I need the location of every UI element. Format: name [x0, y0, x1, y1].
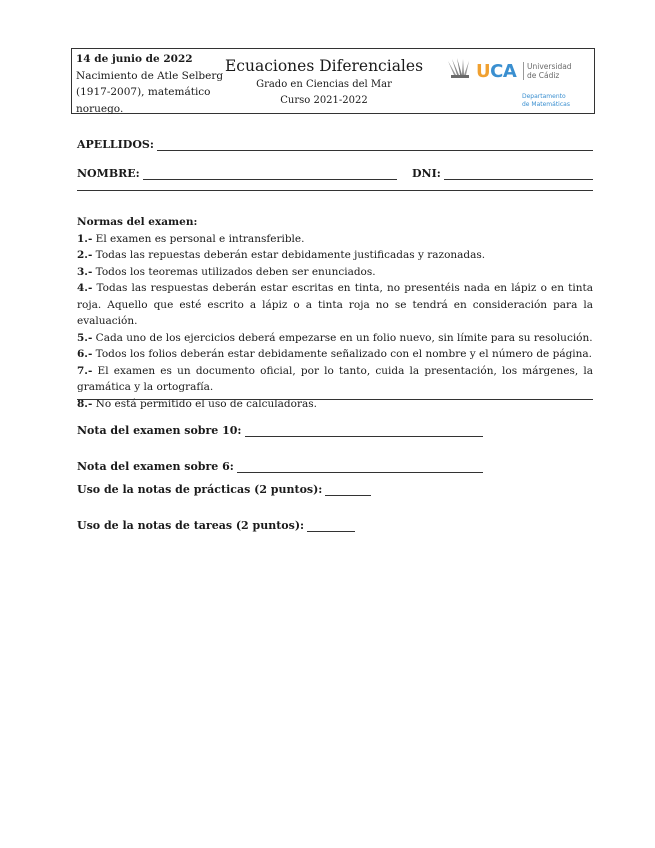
exam-date: 14 de junio de 2022 — [76, 53, 193, 65]
divider-bottom — [77, 399, 593, 400]
grade10-row — [77, 424, 483, 437]
course-year: Curso 2021-2022 — [280, 95, 368, 106]
tareas-row — [77, 519, 355, 532]
dni-row — [412, 167, 593, 180]
practicas-row — [77, 483, 371, 496]
dni-label: DNI: — [412, 167, 441, 180]
uca-wings-icon — [446, 57, 474, 79]
practicas-field[interactable] — [325, 486, 371, 496]
rules-heading: Normas del examen: — [77, 216, 198, 228]
surnames-label: APELLIDOS: — [77, 138, 154, 151]
dni-field[interactable] — [444, 170, 593, 180]
rule-item: 7.- El examen es un documento oficial, por lo tanto, cuida la presentación, los márgenes, la gramática y la ortografía. — [77, 364, 593, 393]
rule-item: 2.- Todas las repuestas deberán estar debidamente justificadas y razonadas. — [77, 249, 486, 261]
name-field[interactable] — [143, 170, 397, 180]
exam-rules — [77, 214, 593, 412]
rule-item: 3.- Todos los teoremas utilizados deben ser enunciados. — [77, 265, 376, 278]
name-row — [77, 167, 397, 180]
degree-name: Grado en Ciencias del Mar — [256, 79, 392, 90]
divider-top — [77, 190, 593, 191]
rule-item: 1.- El examen es personal e intransferible. — [77, 232, 305, 245]
header-info — [76, 51, 226, 117]
grade6-row — [77, 460, 483, 473]
rule-item: 8.- No está permitido el uso de calculadoras. — [77, 397, 317, 410]
course-title: Ecuaciones Diferenciales — [224, 57, 424, 75]
exam-header — [71, 48, 595, 114]
rule-item: 6.- Todos los folios deberán estar debidamente señalizado con el nombre y el número de página. — [77, 348, 593, 360]
uca-wordmark: UCA — [476, 61, 517, 82]
department-name: Departamento de Matemáticas — [522, 93, 570, 108]
grade6-label: Nota del examen sobre 6: — [77, 460, 234, 473]
surnames-row — [77, 138, 593, 151]
practicas-label: Uso de la notas de prácticas (2 puntos): — [77, 483, 323, 496]
tareas-label: Uso de la notas de tareas (2 puntos): — [77, 519, 305, 532]
surnames-field[interactable] — [157, 141, 593, 151]
tareas-field[interactable] — [307, 522, 355, 532]
uca-logo — [446, 55, 586, 111]
rule-item: 4.- Todas las respuestas deberán estar escritas en tinta, no presentéis nada en lápiz o en tinta roja. Aquello que esté escrito a lápiz o a tinta roja no se tendrá en consideración para la evaluación. — [77, 282, 593, 327]
date-note: Nacimiento de Atle Selberg (1917-2007), matemático noruego. — [76, 69, 224, 115]
name-label: NOMBRE: — [77, 167, 140, 180]
header-title-block — [220, 55, 428, 109]
grade10-label: Nota del examen sobre 10: — [77, 424, 242, 437]
university-name: Universidad de Cádiz — [523, 62, 572, 80]
grade10-field[interactable] — [245, 427, 484, 437]
grade6-field[interactable] — [237, 463, 483, 473]
rule-item: 5.- Cada uno de los ejercicios deberá empezarse en un folio nuevo, sin límite para su resolución. — [77, 331, 593, 344]
